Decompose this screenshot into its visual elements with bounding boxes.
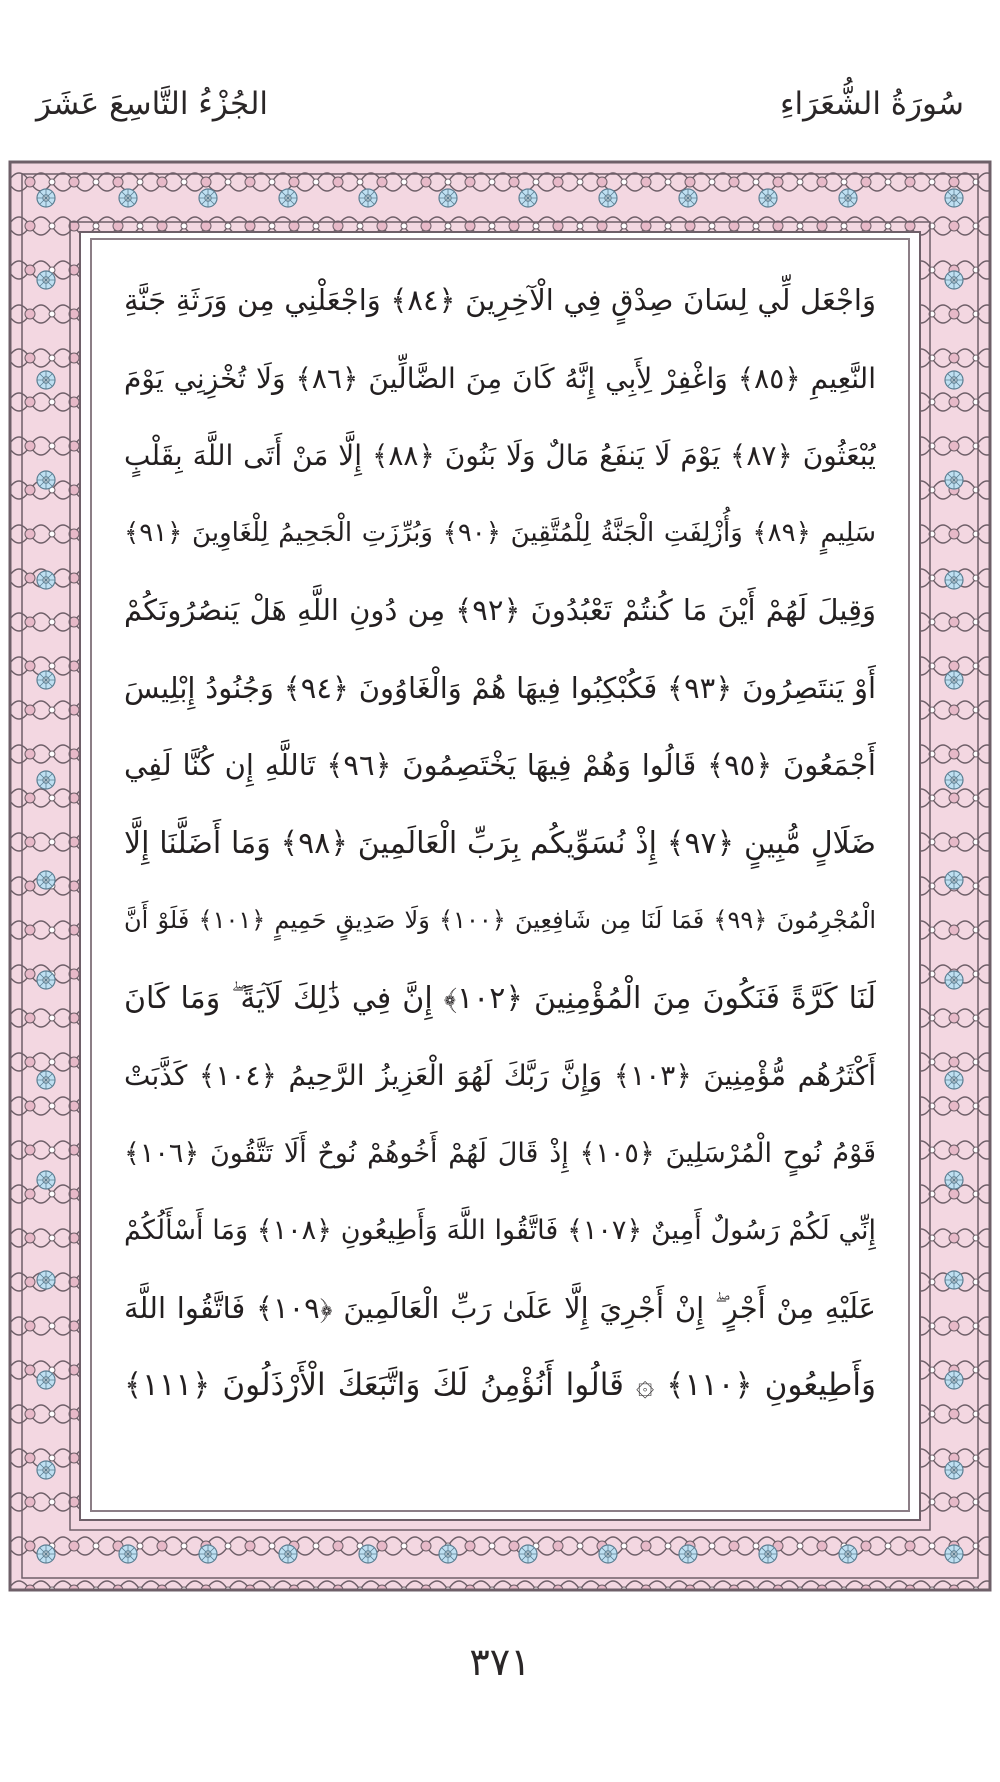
text-line-4: سَلِيمٍ ﴿٨٩﴾ وَأُزْلِفَتِ الْجَنَّةُ لِلْمُتَّقِينَ ﴿٩٠﴾ وَبُرِّزَتِ الْجَحِيمُ لِلْغَاوِينَ ﴿٩١﴾ bbox=[124, 517, 876, 548]
juz-name: الجُزْءُ التَّاسِعَ عَشَرَ bbox=[36, 86, 269, 122]
text-line-2: النَّعِيمِ ﴿٨٥﴾ وَاغْفِرْ لِأَبِي إِنَّهُ كَانَ مِنَ الضَّالِّينَ ﴿٨٦﴾ وَلَا تُخْزِنِي يَوْمَ bbox=[124, 361, 876, 395]
text-line-10: لَنَا كَرَّةً فَنَكُونَ مِنَ الْمُؤْمِنِينَ ﴿١٠٢﴾ إِنَّ فِي ذَٰلِكَ لَآيَةً ۖ وَمَا كَانَ bbox=[124, 980, 876, 1016]
text-line-9: الْمُجْرِمُونَ ﴿٩٩﴾ فَمَا لَنَا مِن شَافِعِينَ ﴿١٠٠﴾ وَلَا صَدِيقٍ حَمِيمٍ ﴿١٠١﴾ فَلَوْ أَنَّ bbox=[124, 906, 876, 934]
quran-text-panel bbox=[90, 238, 910, 1512]
text-line-8: ضَلَالٍ مُّبِينٍ ﴿٩٧﴾ إِذْ نُسَوِّيكُم بِرَبِّ الْعَالَمِينَ ﴿٩٨﴾ وَمَا أَضَلَّنَا إِلَّا bbox=[124, 825, 876, 861]
surah-name: سُورَةُ الشُّعَرَاءِ bbox=[779, 86, 964, 122]
text-line-14: عَلَيْهِ مِنْ أَجْرٍ ۖ إِنْ أَجْرِيَ إِلَّا عَلَىٰ رَبِّ الْعَالَمِينَ ﴿١٠٩﴾ فَاتَّقُوا اللَّهَ bbox=[124, 1290, 876, 1325]
page-header bbox=[28, 82, 972, 142]
text-line-5: وَقِيلَ لَهُمْ أَيْنَ مَا كُنتُمْ تَعْبُدُونَ ﴿٩٢﴾ مِن دُونِ اللَّهِ هَلْ يَنصُرُونَكُمْ bbox=[124, 593, 876, 627]
text-line-6: أَوْ يَنتَصِرُونَ ﴿٩٣﴾ فَكُبْكِبُوا فِيهَا هُمْ وَالْغَاوُونَ ﴿٩٤﴾ وَجُنُودُ إِبْلِيسَ bbox=[124, 670, 876, 705]
page-number: ٣٧١ bbox=[469, 1640, 531, 1684]
ornamental-frame bbox=[8, 160, 992, 1592]
verse-lines bbox=[124, 262, 876, 1425]
text-line-11: أَكْثَرُهُم مُّؤْمِنِينَ ﴿١٠٣﴾ وَإِنَّ رَبَّكَ لَهُوَ الْعَزِيزُ الرَّحِيمُ ﴿١٠٤﴾ كَذَّبَتْ bbox=[124, 1059, 876, 1092]
text-line-12: قَوْمُ نُوحٍ الْمُرْسَلِينَ ﴿١٠٥﴾ إِذْ قَالَ لَهُمْ أَخُوهُمْ نُوحٌ أَلَا تَتَّقُونَ ﴿١٠٦﴾ bbox=[124, 1137, 876, 1169]
text-line-1: وَاجْعَل لِّي لِسَانَ صِدْقٍ فِي الْآخِرِينَ ﴿٨٤﴾ وَاجْعَلْنِي مِن وَرَثَةِ جَنَّةِ bbox=[124, 283, 876, 317]
text-line-13: إِنِّي لَكُمْ رَسُولٌ أَمِينٌ ﴿١٠٧﴾ فَاتَّقُوا اللَّهَ وَأَطِيعُونِ ﴿١٠٨﴾ وَمَا أَسْأَلُكُمْ bbox=[124, 1215, 876, 1246]
text-line-7: أَجْمَعُونَ ﴿٩٥﴾ قَالُوا وَهُمْ فِيهَا يَخْتَصِمُونَ ﴿٩٦﴾ تَاللَّهِ إِن كُنَّا لَفِي bbox=[124, 748, 876, 782]
text-line-15: وَأَطِيعُونِ ﴿١١٠﴾ ۞ قَالُوا أَنُؤْمِنُ لَكَ وَاتَّبَعَكَ الْأَرْذَلُونَ ﴿١١١﴾ bbox=[124, 1367, 876, 1403]
text-line-3: يُبْعَثُونَ ﴿٨٧﴾ يَوْمَ لَا يَنفَعُ مَالٌ وَلَا بَنُونَ ﴿٨٨﴾ إِلَّا مَنْ أَتَى اللَّهَ بِقَلْبٍ bbox=[124, 439, 876, 472]
